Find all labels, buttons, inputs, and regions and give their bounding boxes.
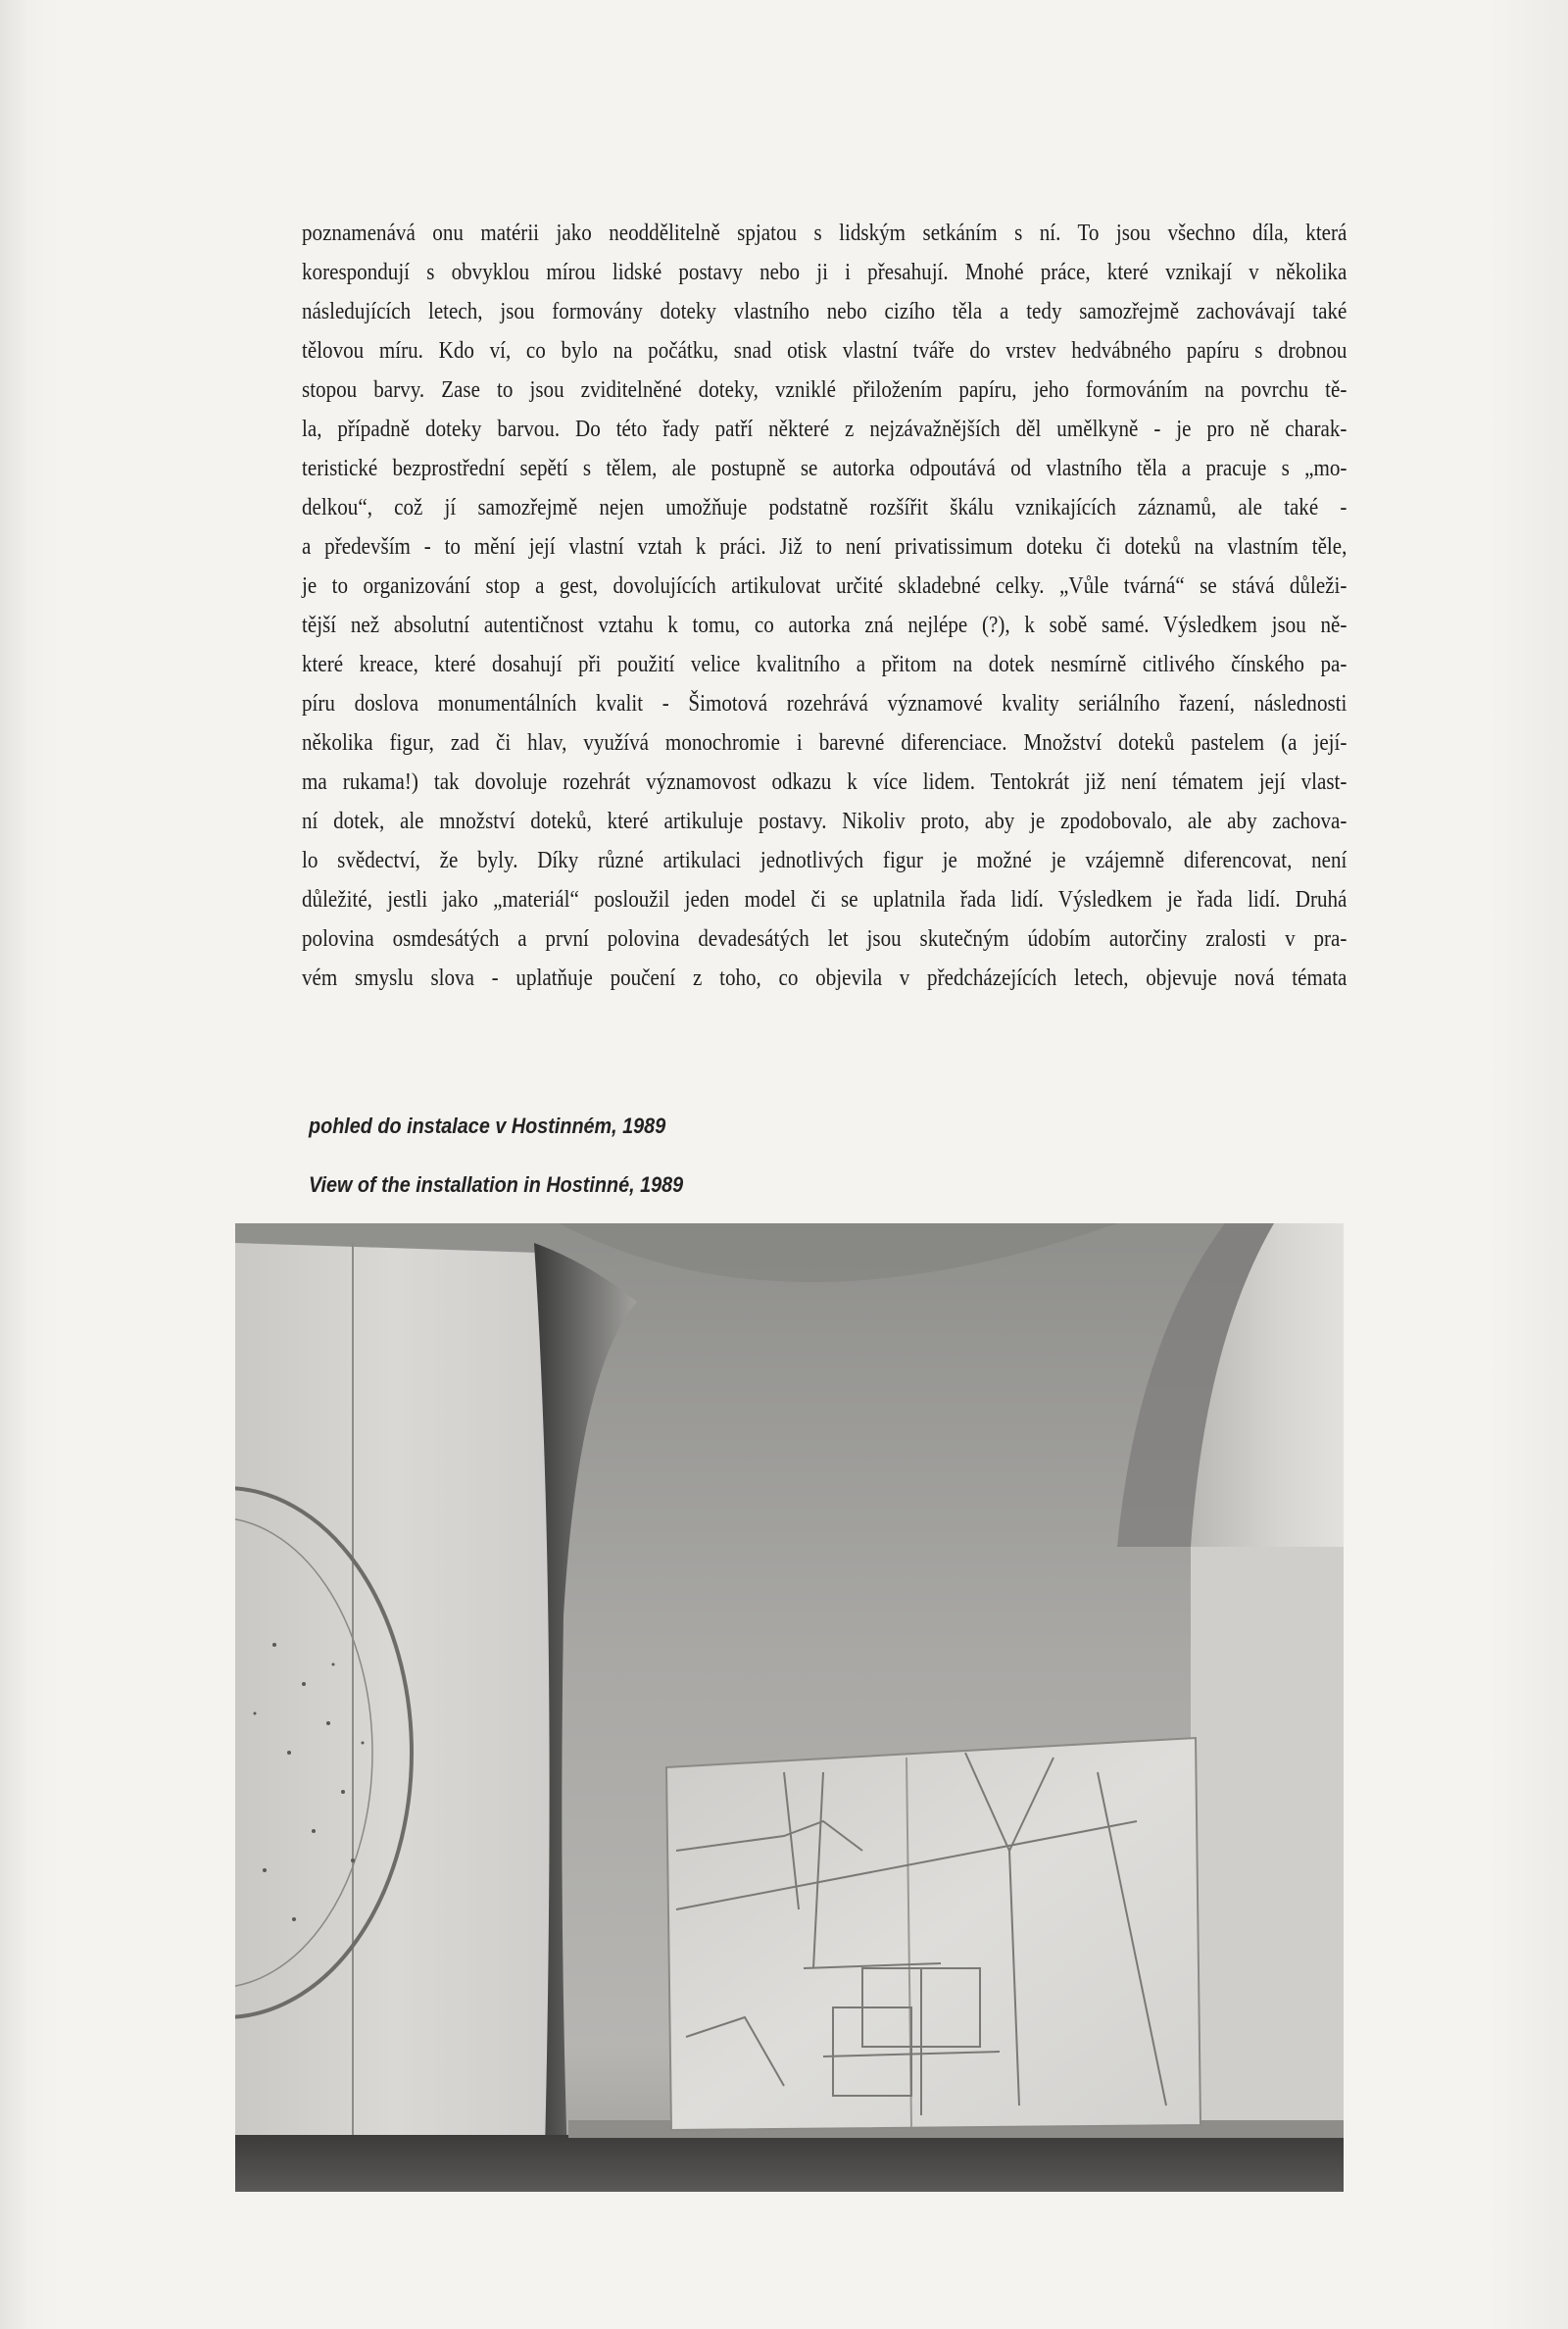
text-line: la, případně doteky barvou. Do této řady patří některé z nejzávažnějších děl umělkyně - je pro ně charak- <box>302 416 1348 442</box>
text-line: teristické bezprostřední sepětí s tělem, ale postupně se autorka odpoutává od vlastního těla a pracuje s „mo- <box>302 455 1348 481</box>
text-line: následujících letech, jsou formovány doteky vlastního nebo cizího těla a tedy samozřejmě zachovávají také <box>302 298 1348 324</box>
right-paper-sheet <box>666 1738 1200 2130</box>
text-line: poznamenává onu matérii jako neoddělitelně spjatou s lidským setkáním s ní. To jsou všechno díla, která <box>302 220 1348 246</box>
left-paper-sheet <box>235 1243 550 2192</box>
text-line: které kreace, které dosahují při použití velice kvalitního a přitom na dotek nesmírně citlivého čínského pa- <box>302 651 1348 677</box>
text-line: ní dotek, ale množství doteků, které artikuluje postavy. Nikoliv proto, aby je zpodobovalo, ale aby zachova- <box>302 808 1348 834</box>
text-line: je to organizování stop a gest, dovolujících artikulovat určité skladebné celky. „Vůle tvárná“ se stává důleži- <box>302 572 1348 599</box>
installation-photo <box>235 1223 1344 2192</box>
text-line: lo svědectví, že byly. Díky různé artikulaci jednotlivých figur je možné je vzájemně diferencovat, není <box>302 847 1348 873</box>
installation-photo-drawing <box>235 1223 1344 2192</box>
text-line: tělovou míru. Kdo ví, co bylo na počátku, snad otisk vlastní tváře do vrstev hedvábného papíru s drobnou <box>302 337 1348 364</box>
text-line: tější než absolutní autentičnost vztahu k tomu, co autorka zná nejlépe (?), k sobě samé. Výsledkem jsou ně- <box>302 612 1348 638</box>
text-line: vém smyslu slova - uplatňuje poučení z toho, co objevila v předcházejících letech, objevuje nová témata <box>302 965 1348 991</box>
text-line: delkou“, což jí samozřejmě nejen umožňuje podstatně rozšířit škálu vznikajících záznamů, ale také - <box>302 494 1348 520</box>
text-line: důležité, jestli jako „materiál“ posloužil jeden model či se uplatnila řada lidí. Výsledkem je řada lidí. Druhá <box>302 886 1348 913</box>
text-line: několika figur, zad či hlav, využívá monochromie i barevné diferenciace. Množství doteků pastelem (a její- <box>302 729 1348 756</box>
body-text <box>302 214 1347 998</box>
text-line: ma rukama!) tak dovoluje rozehrát významovost odkazu k více lidem. Tentokrát již není tématem její vlast- <box>302 768 1348 795</box>
text-line: korespondují s obvyklou mírou lidské postavy nebo ji i přesahují. Mnohé práce, které vznikají v několika <box>302 259 1348 285</box>
text-line: a především - to mění její vlastní vztah k práci. Již to není privatissimum doteku či doteků na vlastním těle, <box>302 533 1348 560</box>
caption-english: View of the installation in Hostinné, 1989 <box>309 1172 684 1197</box>
text-line: polovina osmdesátých a první polovina devadesátých let jsou skutečným údobím autorčiny zralosti v pra- <box>302 925 1348 952</box>
text-line: píru doslova monumentálních kvalit - Šimotová rozehrává významové kvality seriálního řazení, následnosti <box>302 690 1348 717</box>
text-line: stopou barvy. Zase to jsou zviditelněné doteky, vzniklé přiložením papíru, jeho formováním na povrchu tě- <box>302 376 1348 403</box>
caption-czech: pohled do instalace v Hostinném, 1989 <box>309 1114 666 1138</box>
